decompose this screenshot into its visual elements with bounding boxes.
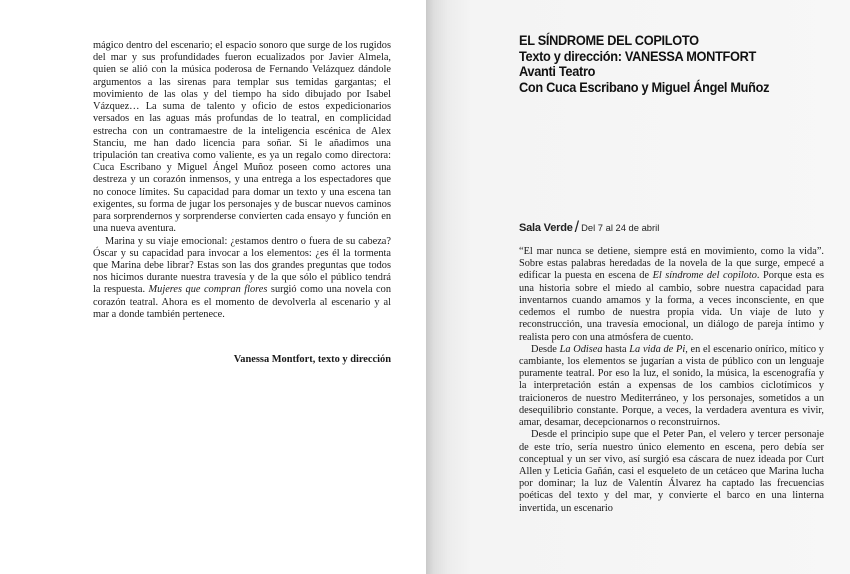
play-title: EL SÍNDROME DEL COPILOTO [519, 33, 699, 49]
right-p1-text-a: “El mar nunca se detiene, siempre está en movimiento, como la vida”. Sobre estas palabras heredadas de la novela de la que surge, empecé a edificar la puesta en escena de [519, 246, 824, 282]
right-p2-text-b: hasta [602, 343, 630, 355]
left-body-text [93, 40, 391, 321]
right-p1-text-b: . Porque esta es una historia sobre el miedo al cambio, sobre nuestra capacidad para inventarnos cuando amamos y la forma, a veces inconsciente, en que cedemos el rumbo de nuestra propia vida. Un viaje de luto y reconstrucción, una travesía emocional, un diálogo de pareja íntimo y realista pero con una atmósfera de cuento. [519, 270, 824, 343]
right-paragraph-1 [519, 246, 824, 344]
right-p2-text-c: , en el escenario onírico, mítico y cambiante, los elementos se jugarían a vista de público con un lenguaje puramente teatral. Por eso la luz, el sonido, la música, la escenografía y la interpretación están a expensas de los cambios ciclotímicos y traicioneros de nuestro Mediterráneo, y los personajes, sometidos a un desequilibrio constante. Porque, a veces, la verdadera aventura es vivir, amar, desamar, decepcionarnos o reconstruirnos. [519, 343, 824, 429]
left-paragraph-1: mágico dentro del escenario; el espacio sonoro que surge de los rugidos del mar y sus profundidades fueron ecualizados por Javier Almela, quien se alió con la música poderosa de Fernando Velázquez dándole argumentos a las sirenas para templar sus temidas gargantas; el movimiento de las olas y del tiempo ha sido dibujado por Isabel Vázquez… La suma de talento y oficio de estos expedicionarios versados en las aguas más profundas de lo teatral, en complicidad estrecha con un contramaestre de la inteligencia escénica de Alex Stanciu, me han dado licencia para soñar. Si le añadimos una tripulación tan creativa como valiente, es ya un regalo como directora: Cuca Escribano y Miguel Ángel Muñoz poseen como actores una destreza y un corazón inmensos, y una entrega a los espectadores que no conoce límites. Su capacidad para domar un texto y una escena tan exigentes, su forma de jugar los personajes y de buscar nuevos caminos para sorprendernos y sorprenderse convierten cada ensayo y función en una nueva aventura. [93, 40, 391, 235]
left-p2-text-b: surgió como una novela con corazón teatral. Ahora es el momento de devolverla al escenario y al mar a donde también pertenece. [93, 284, 391, 320]
right-page [426, 0, 850, 574]
left-paragraph-2 [93, 236, 391, 322]
life-of-pi-italic: La vida de Pi [629, 343, 686, 355]
play-author: Texto y dirección: VANESSA MONTFORT [519, 48, 757, 65]
play-company: Avanti Teatro [519, 64, 596, 81]
venue-dates: Del 7 al 24 de abril [581, 222, 660, 233]
venue-separator: / [574, 219, 580, 236]
book-title-italic: Mujeres que compran flores [148, 284, 268, 296]
right-paragraph-3: Desde el principio supe que el Peter Pan, el velero y tercer personaje de este trío, sería nuestro único elemento en escena, pero debía ser conceptual y un ser vivo, así surgió esa cáscara de nuez ideada por Curt Allen y Leticia Gañán, casi el esqueleto de un cetáceo que Marina lucha por dominar; la luz de Valentín Álvarez ha captado las frecuencias poéticas del texto y del mar, y convierte el barco en una linterna invertida, un escenario [519, 429, 824, 514]
play-cast: Con Cuca Escribano y Miguel Ángel Muñoz [519, 79, 770, 96]
odyssey-italic: La Odisea [559, 343, 603, 355]
right-body-text [519, 246, 824, 515]
venue-line [519, 218, 659, 236]
venue-name: Sala Verde [519, 222, 573, 234]
right-paragraph-2 [519, 344, 824, 430]
play-title-italic: El síndrome del copiloto [652, 270, 757, 282]
signature: Vanessa Montfort, texto y dirección [233, 354, 391, 365]
right-p2-text-a: Desde [531, 343, 560, 355]
left-p2-text-a: Marina y su viaje emocional: ¿estamos dentro o fuera de su cabeza? Óscar y su capacidad para invocar a los elementos: ¿es él la tormenta que Marina debe librar? Estas son las dos grandes preguntas que todos nos hicimos durante nuestra travesía y de la que sólo el público tendrá la respuesta. [93, 235, 391, 296]
play-title-block [519, 34, 807, 96]
